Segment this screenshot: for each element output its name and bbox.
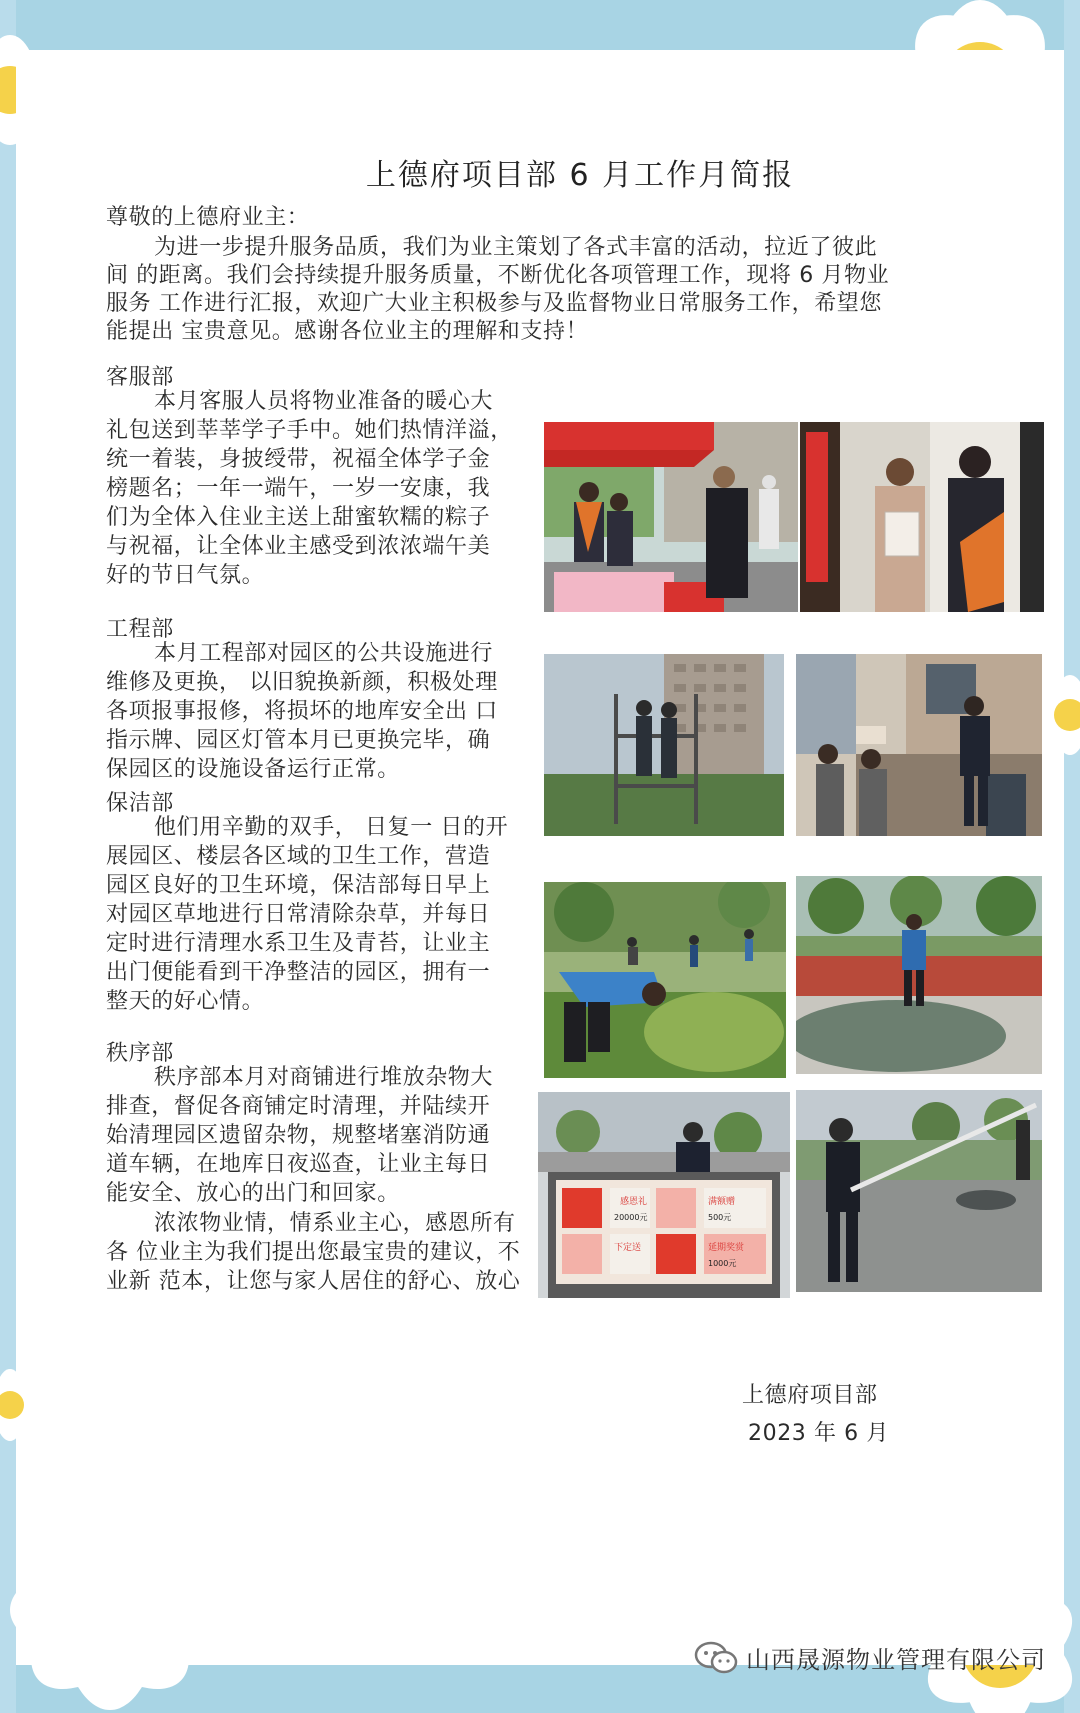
section-line: 保园区的设施设备运行正常。 [106,757,400,782]
flower-decoration-left-bottom-small [0,1350,70,1460]
intro-line-4: 能提出 宝贵意见。感谢各位业主的理解和支持！ [106,319,589,344]
photo-scaffold-repair [544,654,784,836]
section-line: 本月客服人员将物业准备的暖心大 [154,389,494,414]
photo-weeding [544,882,786,1078]
section-line: 们为全体入住业主送上甜蜜软糯的粽子 [106,505,491,530]
section-line: 统一着装，身披绶带，祝福全体学子金 [106,447,491,472]
banner-text: 20000元 [614,1213,648,1222]
section-line: 始清理园区遗留杂物，规整堵塞消防通 [106,1123,491,1148]
watermark-text: 山西晟源物业管理有限公司 [746,1646,1046,1674]
section-line: 他们用辛勤的双手， 日复一 日的开 [154,815,509,840]
section-line: 本月工程部对园区的公共设施进行 [154,641,494,666]
wechat-watermark [694,1640,1046,1675]
section-line: 展园区、楼层各区域的卫生工作，营造 [106,844,491,869]
banner-text: 感恩礼 [620,1197,648,1207]
banner-text: 下定送 [614,1243,642,1253]
document-title: 上德府项目部 6 月工作月简报 [365,158,795,193]
section-line: 园区良好的卫生环境，保洁部每日早上 [106,873,491,898]
banner-text: 500元 [708,1213,732,1222]
photo-pond-cleaning [796,876,1042,1074]
section-heading-customer-service: 客服部 [106,365,174,390]
section-line: 指示牌、园区灯管本月已更换完毕，确 [106,728,491,753]
section-line: 榜题名；一年一端午，一岁一安康，我 [106,476,491,501]
section-heading-cleaning: 保洁部 [106,791,174,816]
section-heading-security: 秩序部 [106,1041,174,1066]
section-line: 与祝福，让全体业主感受到浓浓端午美 [106,534,491,559]
section-line: 好的节日气氛。 [106,563,265,588]
signature-org: 上德府项目部 [742,1383,878,1408]
section-line: 维修及更换， 以旧貌换新颜，积极处理 [106,670,498,695]
section-line: 整天的好心情。 [106,989,265,1014]
section-line: 对园区草地进行日常清除杂草，并每日 [106,902,491,927]
section-line: 定时进行清理水系卫生及青苔，让业主 [106,931,491,956]
intro-line-3: 服务 工作进行汇报，欢迎广大业主积极参与及监督物业日常服务工作，希望您 [106,291,882,316]
section-line: 各项报事报修，将损坏的地库安全出 口 [106,699,498,724]
intro-line-1: 为进一步提升服务品质，我们为业主策划了各式丰富的活动，拉近了彼此 [154,235,878,260]
intro-line-2: 间 的距离。我们会持续提升服务质量，不断优化各项管理工作，现将 6 月物业 [106,263,890,288]
section-line: 能安全、放心的出门和回家。 [106,1181,400,1206]
section-line: 礼包送到莘莘学子手中。她们热情洋溢， [106,418,513,443]
banner-text: 1000元 [708,1259,737,1268]
right-border [1064,0,1080,1713]
section-line: 出门便能看到干净整洁的园区，拥有一 [106,960,491,985]
section-line: 秩序部本月对商铺进行堆放杂物大 [154,1065,494,1090]
banner-text: 延期奖赏 [708,1243,745,1253]
section-line: 道车辆，在地库日夜巡查，让业主每日 [106,1152,491,1177]
photo-shop-inspection [538,1092,790,1298]
photo-facility-maintenance [796,654,1042,836]
greeting: 尊敬的上德府业主： [106,205,310,230]
wechat-icon [694,1641,738,1675]
photo-security-patrol [796,1090,1042,1292]
signature-date: 2023 年 6 月 [748,1421,889,1446]
section-line: 排查，督促各商铺定时清理，并陆续开 [106,1094,491,1119]
banner-text: 满额赠 [708,1197,736,1207]
section-heading-engineering: 工程部 [106,617,174,642]
closing-line-2: 各 位业主为我们提出您最宝贵的建议，不 [106,1240,521,1265]
closing-line-1: 浓浓物业情，情系业主心，感恩所有 [154,1211,516,1236]
closing-line-3: 业新 范本，让您与家人居住的舒心、放心 [106,1269,521,1294]
photo-door-delivery [800,422,1044,612]
photo-customer-service-gift [544,422,798,612]
